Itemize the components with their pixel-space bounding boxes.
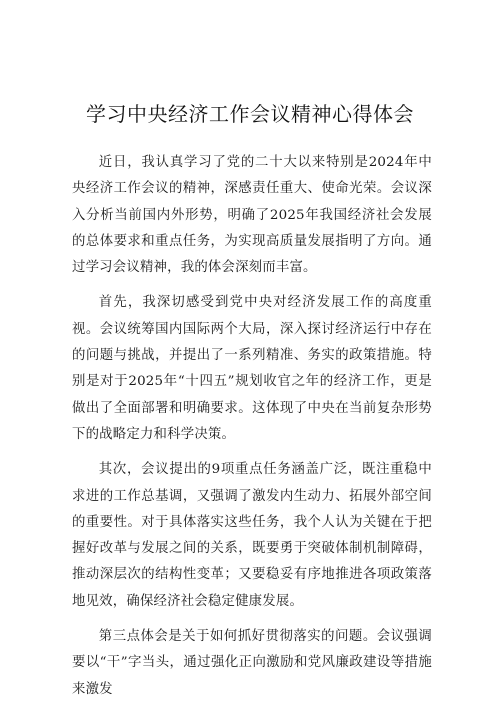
paragraph-second-point: 其次，会议提出的9项重点任务涵盖广泛，既注重稳中求进的工作总基调，又强调了激发内生动力、拓展外部空间的重要性。对于具体落实这些任务，我个人认为关键在于把握好改革与发展之间的关系，既要勇于突破体制机制障碍，推动深层次的结构性变革；又要稳妥有序地推进各项政策落地见效，确保经济社会稳定健康发展。 <box>72 462 432 609</box>
paragraph-intro: 近日，我认真学习了党的二十大以来特别是2024年中央经济工作会议的精神，深感责任重大、使命光荣。会议深入分析当前国内外形势，明确了2025年我国经济社会发展的总体要求和重点任务，为实现高质量发展指明了方向。通过学习会议精神，我的体会深刻而丰富。 <box>72 155 432 276</box>
document-title: 学习中央经济工作会议精神心得体会 <box>86 102 414 126</box>
paragraph-first-point: 首先，我深切感受到党中央对经济发展工作的高度重视。会议统筹国内国际两个大局，深入探讨经济运行中存在的问题与挑战，并提出了一系列精准、务实的政策措施。特别是对于2025年“十四五”规划收官之年的经济工作，更是做出了全面部署和明确要求。这体现了中央在当前复杂形势下的战略定力和科学决策。 <box>72 295 432 442</box>
document-body <box>72 150 432 712</box>
paragraph-third-point: 第三点体会是关于如何抓好贯彻落实的问题。会议强调要以“干”字当头，通过强化正向激励和党风廉政建设等措施来激发 <box>72 629 432 697</box>
